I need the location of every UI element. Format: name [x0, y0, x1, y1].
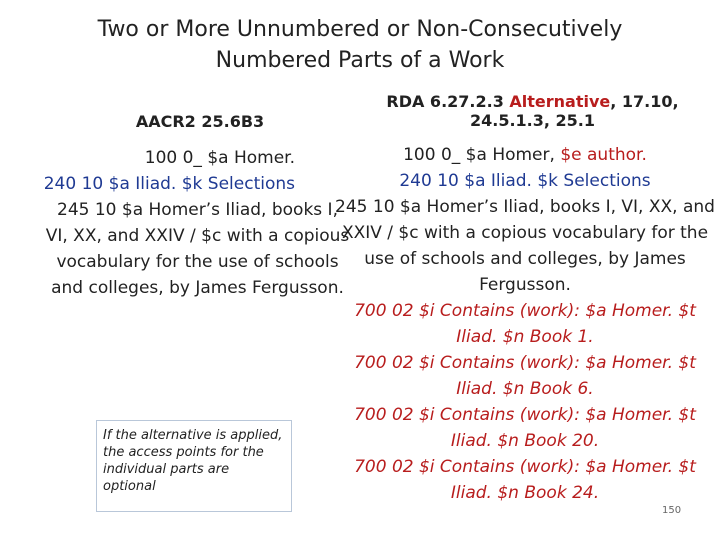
aacr2-heading: AACR2 25.6B3 [135, 112, 265, 131]
rda-heading-rule: RDA 6.27.2.3 [386, 92, 510, 111]
rda-record [335, 142, 715, 506]
aacr2-record [0, 145, 350, 301]
rda-heading-alternative: Alternative [509, 92, 611, 111]
aacr2-field-100: 100 0_ $a Homer. [144, 148, 295, 168]
rda-field-700-book-24: 700 02 $i Contains (work): $a Homer. $t Iliad. $n Book 24. [354, 457, 696, 503]
rda-field-240: 240 10 $a Iliad. $k Selections [399, 171, 651, 191]
optional-access-points-note: If the alternative is applied, the access points for the individual parts are optional [96, 420, 292, 512]
rda-field-245: 245 10 $a Homer’s Iliad, books I, VI, XX, and XXIV / $c with a copious vocabulary for the use of schools and colleges, by James Fergusson. [335, 197, 715, 295]
aacr2-field-240: 240 10 $a Iliad. $k Selections [43, 174, 295, 194]
slide-title [0, 14, 720, 76]
rda-field-100-relator: $e author. [560, 145, 647, 165]
page-number: 150 [662, 505, 682, 516]
slide-title-line-1: Two or More Unnumbered or Non-Consecutively [97, 17, 623, 42]
rda-field-700-book-6: 700 02 $i Contains (work): $a Homer. $t Iliad. $n Book 6. [354, 353, 696, 399]
rda-field-100-name: 100 0_ $a Homer, [403, 145, 561, 165]
rda-field-700-book-20: 700 02 $i Contains (work): $a Homer. $t Iliad. $n Book 20. [354, 405, 696, 451]
slide-title-line-2: Numbered Parts of a Work [215, 48, 505, 73]
rda-field-700-book-1: 700 02 $i Contains (work): $a Homer. $t Iliad. $n Book 1. [354, 301, 696, 347]
aacr2-field-245: 245 10 $a Homer’s Iliad, books I, VI, XX, and XXIV / $c with a copious vocabulary for the use of schools and colleges, by James Fergusson. [45, 200, 350, 298]
rda-heading [355, 92, 710, 130]
rda-field-100 [335, 142, 715, 168]
rda-heading-rules-cont: , 17.10, 24.5.1.3, 25.1 [469, 92, 679, 130]
